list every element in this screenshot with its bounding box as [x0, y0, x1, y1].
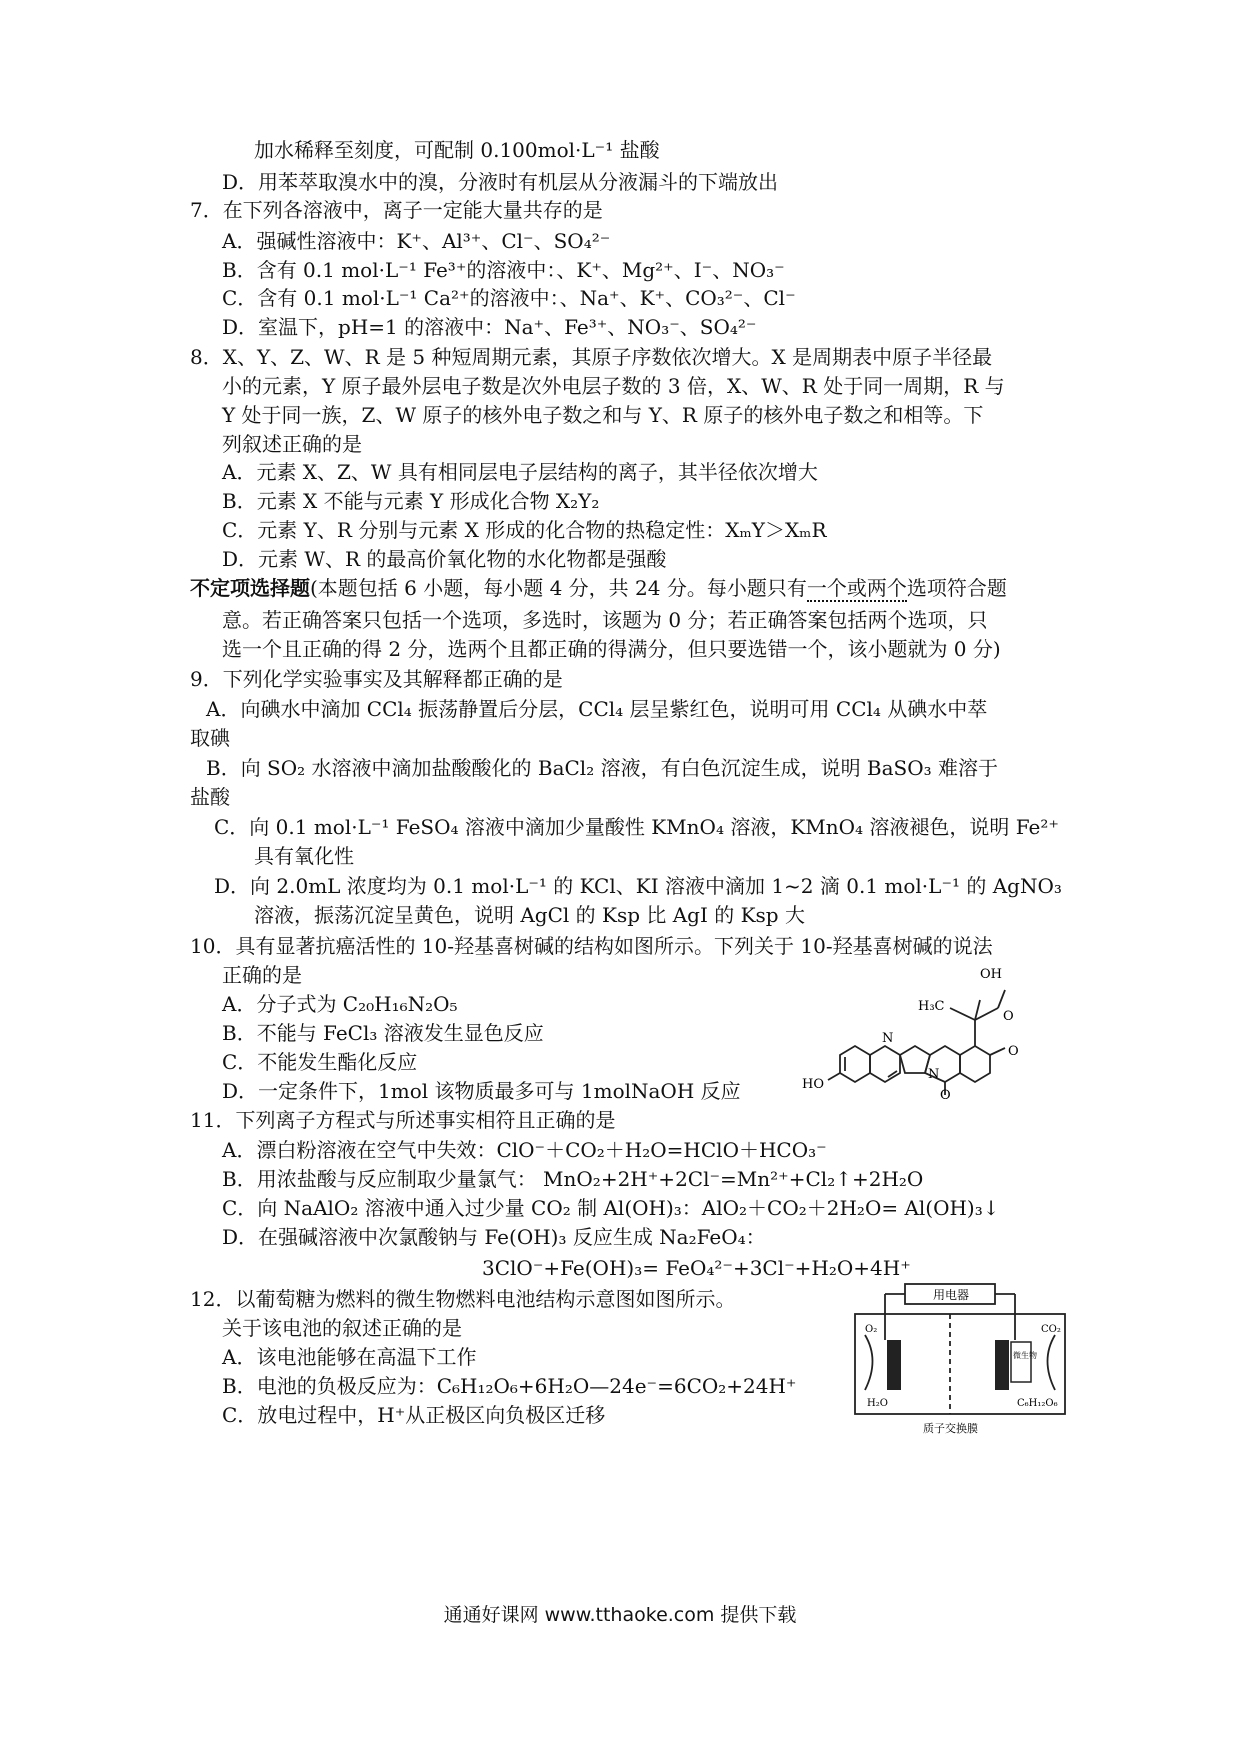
question-8-text: 小的元素，Y 原子最外层电子数是次外电层子数的 3 倍，X、W、R 处于同一周期，R 与 — [222, 374, 1005, 398]
question-12: 12．以葡萄糖为燃料的微生物燃料电池结构示意图如图所示。 — [190, 1287, 736, 1311]
question-8: 8．X、Y、Z、W、R 是 5 种短周期元素，其原子序数依次增大。X 是周期表中原子半径最 — [190, 345, 993, 369]
option-c: C．含有 0.1 mol·L⁻¹ Ca²⁺的溶液中：、Na⁺、K⁺、CO₃²⁻、Cl⁻ — [222, 286, 796, 310]
option-d-cont: 溶液，振荡沉淀呈黄色，说明 AgCl 的 Ksp 比 AgI 的 Ksp 大 — [254, 903, 805, 927]
option-b: B．元素 X 不能与元素 Y 形成化合物 X₂Y₂ — [222, 489, 600, 513]
section-instruction: 选项符合题 — [906, 576, 1007, 600]
question-10: 10．具有显著抗癌活性的 10-羟基喜树碱的结构如图所示。下列关于 10-羟基喜树碱的说法 — [190, 934, 993, 958]
emphasis-text: 一个或两个 — [806, 576, 907, 600]
option-d: D．用苯萃取溴水中的溴，分液时有机层从分液漏斗的下端放出 — [222, 170, 779, 194]
option-a: A．元素 X、Z、W 具有相同层电子层结构的离子，其半径依次增大 — [222, 460, 818, 484]
microbe-box — [1011, 1342, 1031, 1382]
option-a: A．向碘水中滴加 CCl₄ 振荡静置后分层，CCl₄ 层呈紫红色，说明可用 CCl₄ 从碘水中萃 — [206, 697, 988, 721]
option-d: D．向 2.0mL 浓度均为 0.1 mol·L⁻¹ 的 KCl、KI 溶液中滴加 1~2 滴 0.1 mol·L⁻¹ 的 AgNO₃ — [214, 874, 1062, 898]
option-d: D．室温下，pH=1 的溶液中：Na⁺、Fe³⁺、NO₃⁻、SO₄²⁻ — [222, 315, 757, 339]
atom-label: O — [940, 1088, 951, 1100]
anode — [995, 1340, 1009, 1390]
question-10-text: 正确的是 — [222, 963, 302, 987]
cathode — [887, 1340, 901, 1390]
option-c: C．放电过程中，H⁺从正极区向负极区迁移 — [222, 1403, 606, 1427]
device-label: 用电器 — [933, 1288, 970, 1302]
glucose-label: C₆H₁₂O₆ — [1017, 1398, 1058, 1409]
atom-label: N — [928, 1067, 940, 1082]
option-b: B．向 SO₂ 水溶液中滴加盐酸酸化的 BaCl₂ 溶液，有白色沉淀生成，说明 BaSO₃ 难溶于 — [206, 756, 999, 780]
option-b: B．不能与 FeCl₃ 溶液发生显色反应 — [222, 1021, 544, 1045]
option-c: C．不能发生酯化反应 — [222, 1050, 418, 1074]
camptothecin-structure-figure — [800, 960, 1070, 1100]
question-8-text: Y 处于同一族，Z、W 原子的核外电子数之和与 Y、R 原子的核外电子数之和相等。下 — [222, 403, 984, 427]
option-c: C．元素 Y、R 分别与元素 X 形成的化合物的热稳定性：XₘY＞XₘR — [222, 518, 827, 542]
option-b: B．用浓盐酸与反应制取少量氯气： MnO₂+2H⁺+2Cl⁻=Mn²⁺+Cl₂↑+2H₂O — [222, 1167, 924, 1191]
option-b-cont: 盐酸 — [190, 785, 230, 809]
option-a: A．漂白粉溶液在空气中失效：ClO⁻＋CO₂＋H₂O=HClO＋HCO₃⁻ — [222, 1138, 827, 1162]
section-instruction: 选一个且正确的得 2 分，选两个且都正确的得满分，但只要选错一个，该小题就为 0 分) — [222, 637, 1001, 661]
atom-label: N — [882, 1031, 894, 1046]
footer: 通通好课网 www.tthaoke.com 提供下载 — [443, 1604, 797, 1626]
atom-label: O — [1003, 1009, 1014, 1024]
atom-label: O — [1008, 1044, 1019, 1059]
text-line: 加水稀释至刻度，可配制 0.100mol·L⁻¹ 盐酸 — [254, 138, 660, 162]
question-8-text: 列叙述正确的是 — [222, 432, 362, 456]
option-c: C．向 NaAlO₂ 溶液中通入过少量 CO₂ 制 Al(OH)₃：AlO₂＋CO₂＋2H₂O= Al(OH)₃↓ — [222, 1196, 1000, 1220]
section-header — [190, 574, 1007, 602]
microbe-label: 微生物 — [1013, 1351, 1037, 1360]
option-a: A．分子式为 C₂₀H₁₆N₂O₅ — [222, 992, 458, 1016]
option-a: A．强碱性溶液中：K⁺、Al³⁺、Cl⁻、SO₄²⁻ — [222, 229, 611, 253]
option-d: D．在强碱溶液中次氯酸钠与 Fe(OH)₃ 反应生成 Na₂FeO₄： — [222, 1225, 766, 1249]
co2-label: CO₂ — [1041, 1324, 1061, 1335]
membrane-label: 质子交换膜 — [923, 1422, 978, 1435]
atom-label: HO — [802, 1077, 824, 1092]
question-11: 11．下列离子方程式与所述事实相符且正确的是 — [190, 1108, 616, 1132]
equation: 3ClO⁻+Fe(OH)₃= FeO₄²⁻+3Cl⁻+H₂O+4H⁺ — [482, 1256, 911, 1280]
option-d: D．元素 W、R 的最高价氧化物的水化物都是强酸 — [222, 547, 667, 571]
option-c-cont: 具有氧化性 — [254, 844, 354, 868]
atom-label: OH — [980, 967, 1002, 982]
option-a: A．该电池能够在高温下工作 — [222, 1345, 477, 1369]
option-b: B．电池的负极反应为：C₆H₁₂O₆+6H₂O—24e⁻=6CO₂+24H⁺ — [222, 1374, 797, 1398]
o2-label: O₂ — [865, 1324, 878, 1335]
question-9: 9．下列化学实验事实及其解释都正确的是 — [190, 667, 563, 691]
question-12-text: 关于该电池的叙述正确的是 — [222, 1316, 462, 1340]
section-title: 不定项选择题 — [190, 576, 310, 600]
option-d: D．一定条件下，1mol 该物质最多可与 1molNaOH 反应 — [222, 1079, 741, 1103]
h2o-label: H₂O — [867, 1398, 888, 1409]
option-a-cont: 取碘 — [190, 726, 230, 750]
atom-label: H₃C — [918, 999, 945, 1014]
option-c: C．向 0.1 mol·L⁻¹ FeSO₄ 溶液中滴加少量酸性 KMnO₄ 溶液，KMnO₄ 溶液褪色，说明 Fe²⁺ — [214, 815, 1059, 839]
question-7: 7．在下列各溶液中，离子一定能大量共存的是 — [190, 198, 603, 222]
section-instruction: (本题包括 6 小题，每小题 4 分，共 24 分。每小题只有 — [310, 576, 807, 600]
fuel-cell-figure — [845, 1280, 1085, 1440]
section-instruction: 意。若正确答案只包括一个选项，多选时，该题为 0 分；若正确答案包括两个选项，只 — [222, 608, 988, 632]
option-b: B．含有 0.1 mol·L⁻¹ Fe³⁺的溶液中：、K⁺、Mg²⁺、I⁻、NO₃⁻ — [222, 258, 785, 282]
